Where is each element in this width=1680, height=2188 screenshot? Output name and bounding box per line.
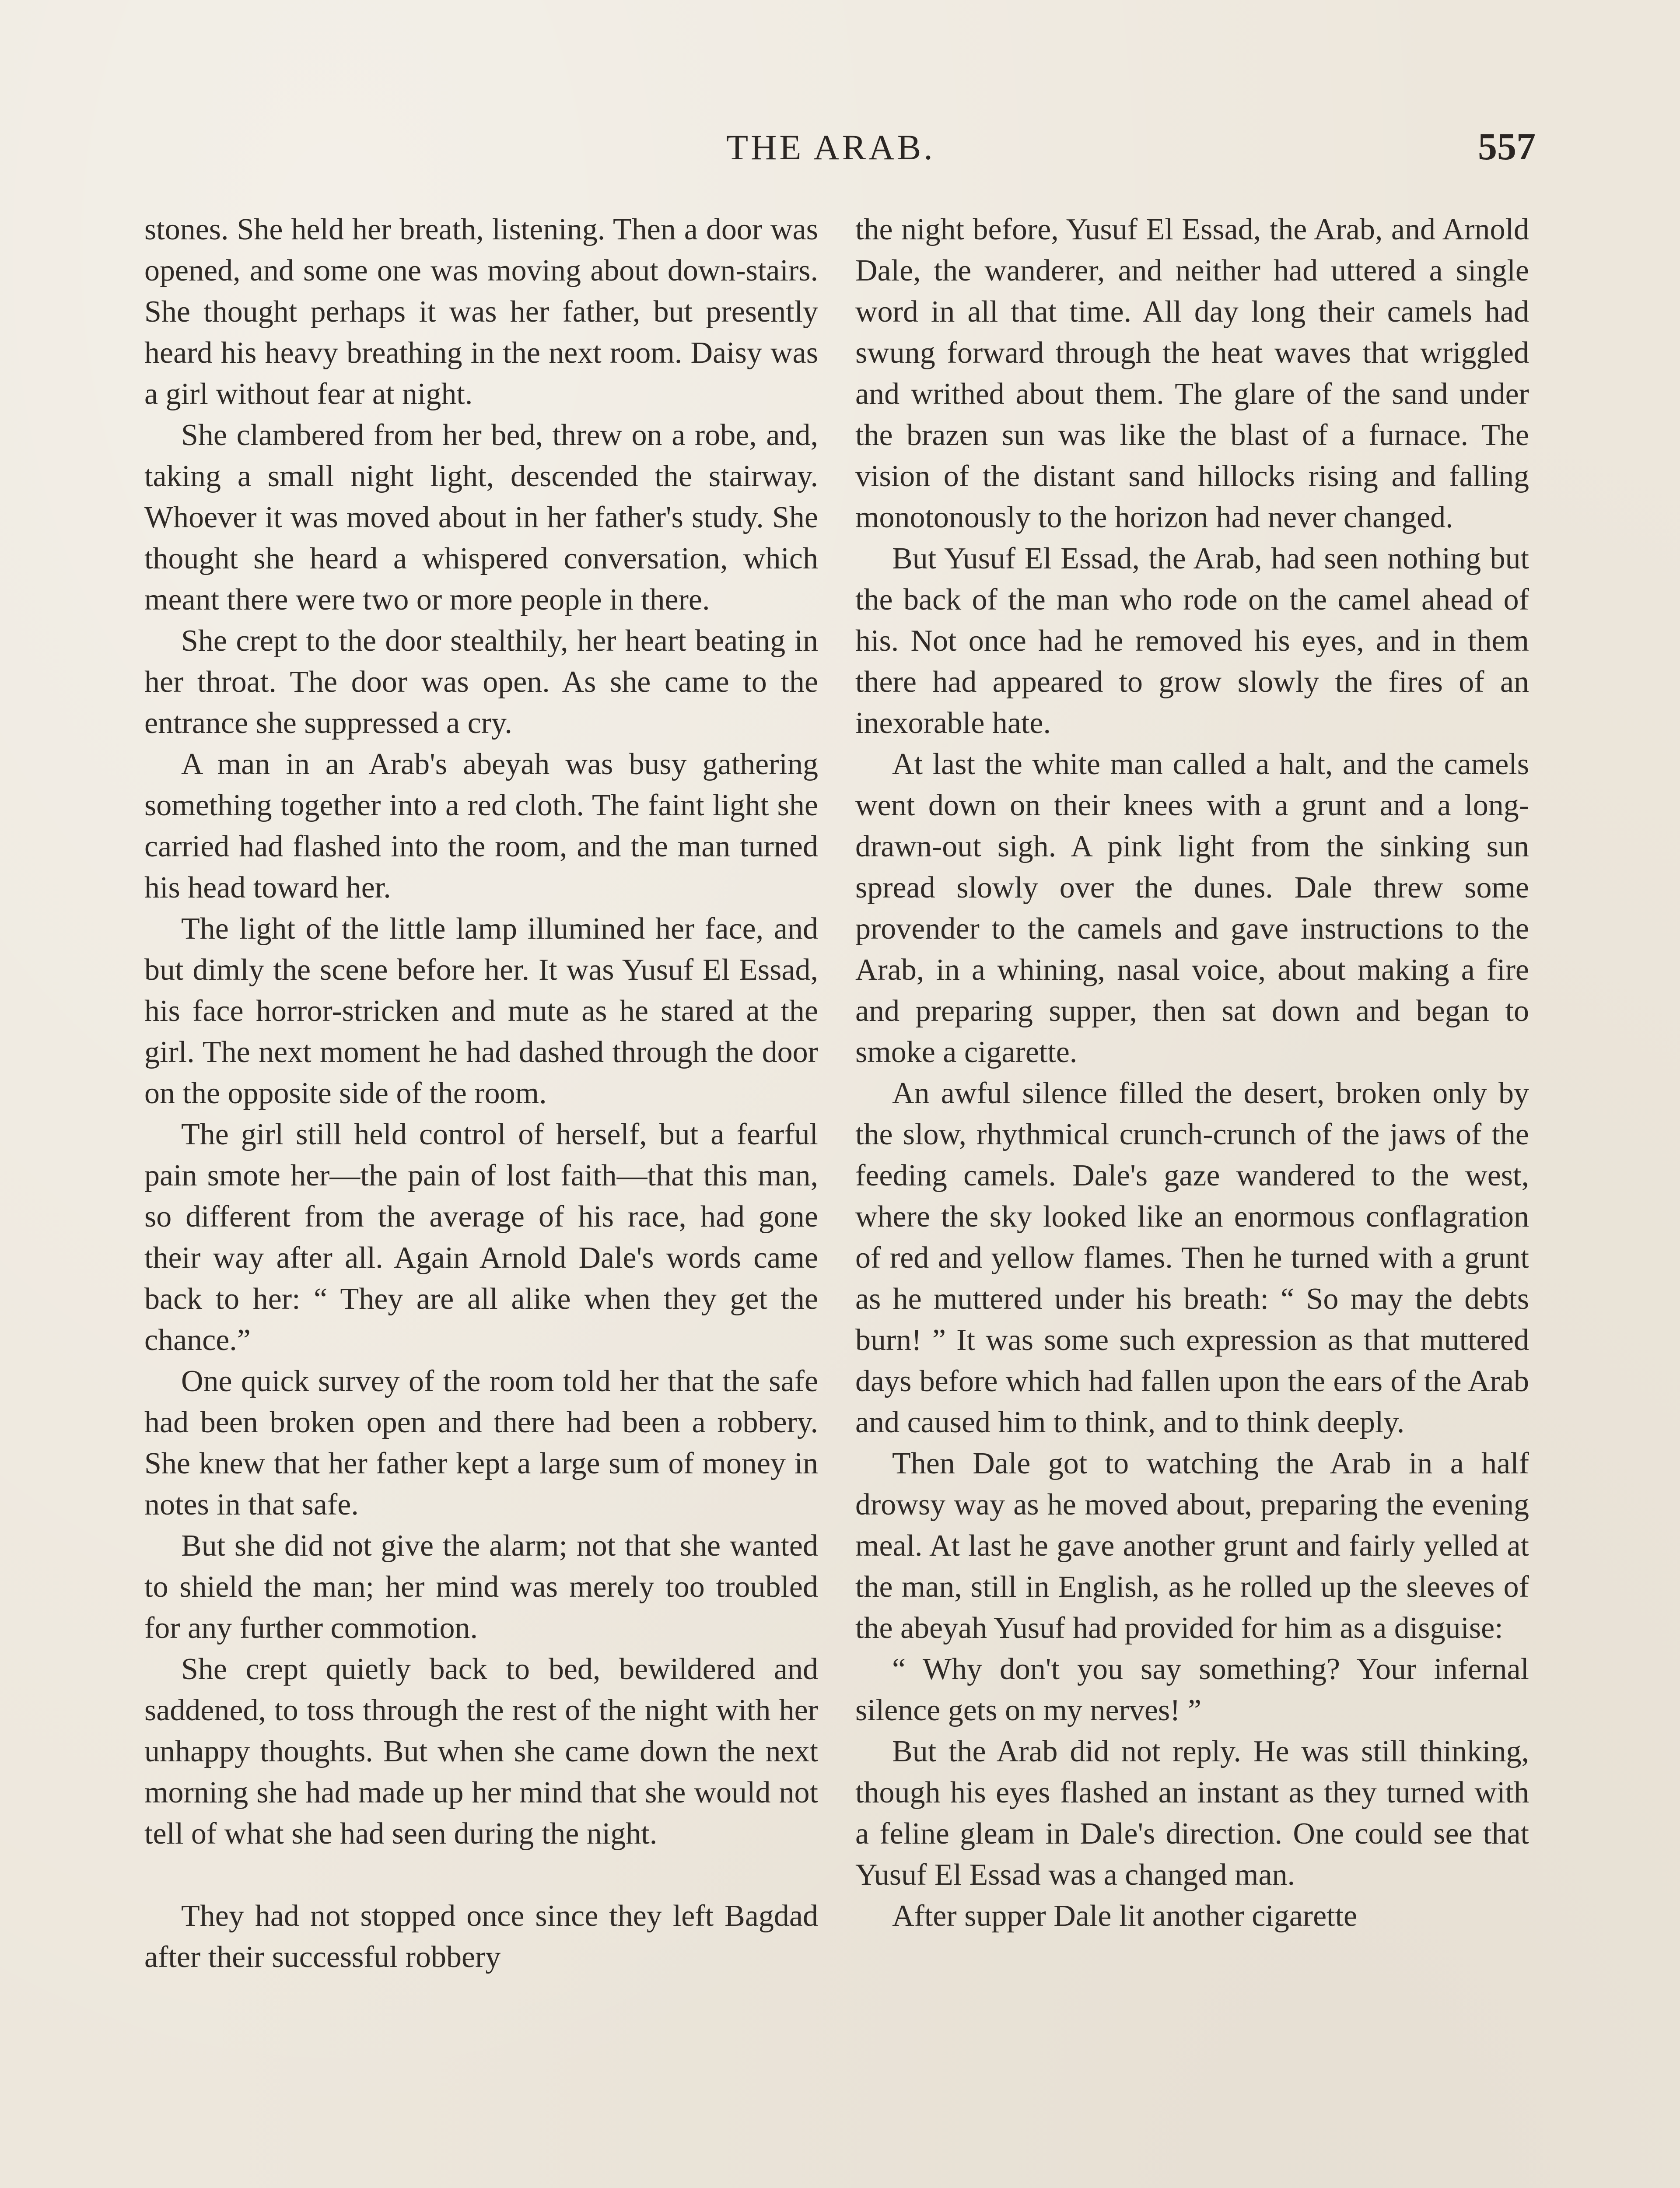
paragraph: A man in an Arab's abeyah was busy gathering something together into a red cloth. The faint light she carried had flashed into the room, and the man turned his head toward her. — [144, 747, 818, 905]
paragraph: But the Arab did not reply. He was still thinking, though his eyes flashed an instant as they turned with a feline gleam in Dale's direction. One could see that Yusuf El Essad was a changed man. — [855, 1735, 1529, 1892]
paragraph: But she did not give the alarm; not that she wanted to shield the man; her mind was merely too troubled for any further commotion. — [144, 1529, 818, 1645]
paragraph: She clambered from her bed, threw on a robe, and, taking a small night light, descended the stairway. Whoever it was moved about in her father's study. She thought she heard a whispered conversation, which meant there were two or more people in there. — [144, 418, 818, 617]
left-column — [144, 209, 818, 1978]
paragraph: She crept to the door stealthily, her heart beating in her throat. The door was open. As she came to the entrance she suppressed a cry. — [144, 624, 818, 740]
paragraph: the night before, Yusuf El Essad, the Arab, and Arnold Dale, the wanderer, and neither had uttered a single word in all that time. All day long their camels had swung forward through the heat waves that wriggled and writhed about them. The glare of the sand under the brazen sun was like the blast of a furnace. The vision of the distant sand hillocks rising and falling monotonously to the horizon had never changed. — [855, 213, 1529, 534]
page-number: 557 — [1478, 126, 1536, 168]
right-column — [855, 209, 1529, 1937]
paragraph: “ Why don't you say something? Your infernal silence gets on my nerves! ” — [855, 1652, 1529, 1727]
paragraph: The light of the little lamp illumined her face, and but dimly the scene before her. It was Yusuf El Essad, his face horror-stricken and mute as he stared at the girl. The next moment he had dashed through the door on the opposite side of the room. — [144, 912, 818, 1110]
paragraph: But Yusuf El Essad, the Arab, had seen nothing but the back of the man who rode on the camel ahead of his. Not once had he removed his eyes, and in them there had appeared to grow slowly the fires of an inexorable hate. — [855, 542, 1529, 740]
running-title: THE ARAB. — [726, 127, 935, 167]
paragraph: At last the white man called a halt, and the camels went down on their knees with a grunt and a long-drawn-out sigh. A pink light from the sinking sun spread slowly over the dunes. Dale threw some provender to the camels and gave instructions to the Arab, in a whining, nasal voice, about making a fire and preparing supper, then sat down and began to smoke a cigarette. — [855, 747, 1529, 1069]
paragraph: One quick survey of the room told her that the safe had been broken open and there had been a robbery. She knew that her father kept a large sum of money in notes in that safe. — [144, 1364, 818, 1522]
paragraph: After supper Dale lit another cigarette — [892, 1899, 1358, 1933]
paragraph: They had not stopped once since they left Bagdad after their successful robbery — [144, 1899, 818, 1974]
paragraph: She crept quietly back to bed, bewildered and saddened, to toss through the rest of the night with her unhappy thoughts. But when she came down the next morning she had made up her mind that she would not tell of what she had seen during the night. — [144, 1652, 818, 1851]
paragraph: The girl still held control of herself, but a fearful pain smote her—the pain of lost faith—that this man, so different from the average of his race, had gone their way after all. Again Arnold Dale's words came back to her: “ They are all alike when they get the chance.” — [144, 1118, 818, 1357]
paragraph: An awful silence filled the desert, broken only by the slow, rhythmical crunch-crunch of the jaws of the feeding camels. Dale's gaze wandered to the west, where the sky looked like an enormous conflagration of red and yellow flames. Then he turned with a grunt as he muttered under his breath: “ So may the debts burn! ” It was some such expression as that muttered days before which had fallen upon the ears of the Arab and caused him to think, and to think deeply. — [855, 1076, 1529, 1439]
paragraph: Then Dale got to watching the Arab in a half drowsy way as he moved about, preparing the evening meal. At last he gave another grunt and fairly yelled at the man, still in English, as he rolled up the sleeves of the abeyah Yusuf had provided for him as a disguise: — [855, 1447, 1529, 1645]
paragraph: stones. She held her breath, listening. Then a door was opened, and some one was moving about down-stairs. She thought perhaps it was her father, but presently heard his heavy breathing in the next room. Daisy was a girl without fear at night. — [144, 213, 818, 411]
